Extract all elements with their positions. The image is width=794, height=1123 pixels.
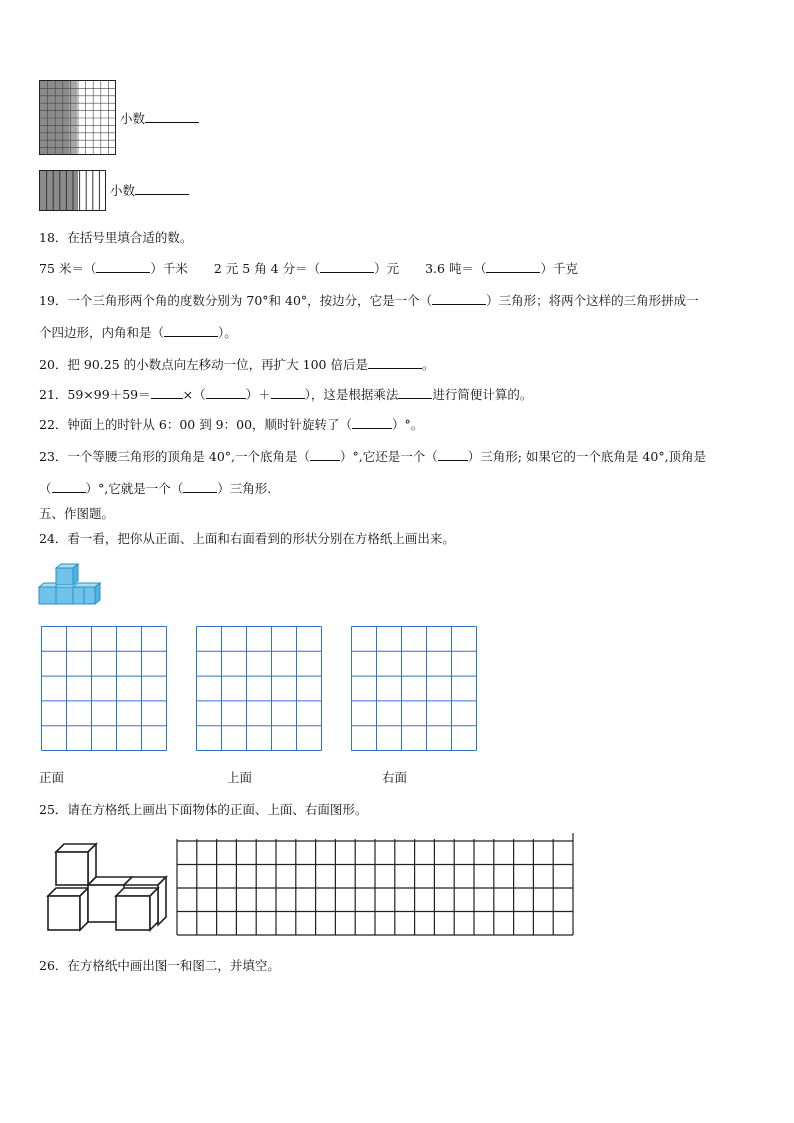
answer-blank[interactable] xyxy=(135,182,189,195)
drawing-grid-wide[interactable] xyxy=(176,833,576,937)
decimal-grid-figure-1 xyxy=(39,80,117,156)
label-front: 正面 xyxy=(39,770,65,785)
answer-blank[interactable] xyxy=(52,480,86,493)
question-19-line-2: 个四边形，内角和是（ ）。 xyxy=(39,325,237,340)
decimal-strip-figure-2 xyxy=(39,170,107,212)
answer-blank[interactable] xyxy=(206,386,246,399)
right-view-grid[interactable] xyxy=(351,626,479,752)
answer-blank[interactable] xyxy=(432,292,486,305)
answer-blank[interactable] xyxy=(310,448,340,461)
top-view-grid[interactable] xyxy=(196,626,324,752)
front-view-grid[interactable] xyxy=(41,626,169,752)
question-20: 20．把 90.25 的小数点向左移动一位，再扩大 100 倍后是 。 xyxy=(39,357,435,372)
answer-blank[interactable] xyxy=(368,356,422,369)
label-right: 右面 xyxy=(382,770,408,785)
answer-blank[interactable] xyxy=(271,386,305,399)
question-21: 21．59×99＋59＝ ×（ ）＋ ），这是根据乘法 进行简便计算的。 xyxy=(39,387,533,402)
question-18: 18．在括号里填合适的数。 xyxy=(39,230,193,245)
decimal-answer-2: 小数 xyxy=(110,182,189,199)
answer-blank[interactable] xyxy=(96,260,150,273)
question-23-line-1: 23．一个等腰三角形的顶角是 40°,一个底角是（ ）°,它还是一个（ ）三角形; 如果它的一个底角是 40°,顶角是 xyxy=(39,449,707,464)
question-24: 24．看一看，把你从正面、上面和右面看到的形状分别在方格纸上画出来。 xyxy=(39,531,455,546)
answer-blank[interactable] xyxy=(145,110,199,123)
answer-blank[interactable] xyxy=(352,416,392,429)
answer-blank[interactable] xyxy=(320,260,374,273)
section-5-title: 五、作图题。 xyxy=(39,506,115,521)
answer-blank[interactable] xyxy=(438,448,468,461)
question-19-line-1: 19．一个三角形两个角的度数分别为 70°和 40°，按边分，它是一个（ ）三角形；将两个这样的三角形拼成一 xyxy=(39,293,699,308)
answer-blank[interactable] xyxy=(398,386,432,399)
question-25: 25．请在方格纸上画出下面物体的正面、上面、右面图形。 xyxy=(39,802,368,817)
cube-stack-figure xyxy=(38,562,106,608)
question-22: 22．钟面上的时针从 6：00 到 9：00，顺时针旋转了（ ）°。 xyxy=(39,417,424,432)
question-26: 26．在方格纸中画出图一和图二，并填空。 xyxy=(39,958,280,973)
answer-blank[interactable] xyxy=(164,324,218,337)
decimal-answer-1: 小数 xyxy=(120,110,199,127)
question-23-line-2: （ ）°,它就是一个（ ）三角形. xyxy=(39,481,272,496)
answer-blank[interactable] xyxy=(486,260,540,273)
cube-object-figure xyxy=(44,842,174,932)
answer-blank[interactable] xyxy=(151,386,183,399)
answer-blank[interactable] xyxy=(183,480,217,493)
label-top: 上面 xyxy=(227,770,253,785)
question-18-blanks: 75 米＝（ ）千米 2 元 5 角 4 分＝（ ）元 3.6 吨＝（ ）千克 xyxy=(39,261,578,276)
